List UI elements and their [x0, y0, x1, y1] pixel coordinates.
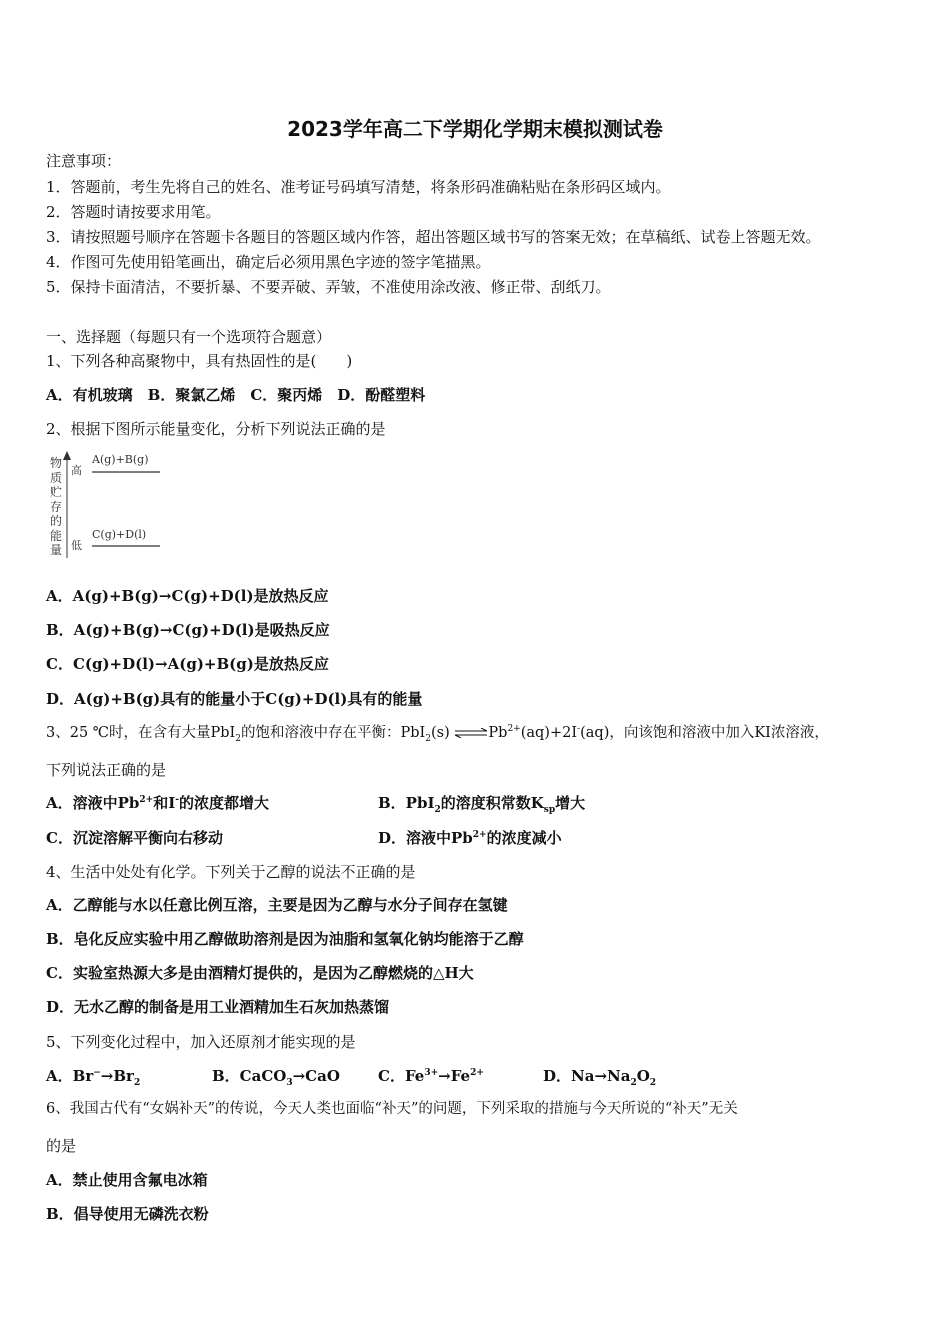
q5-option-d — [543, 1066, 656, 1086]
q1-options: A．有机玻璃 B．聚氯乙烯 C．聚丙烯 D．酚醛塑料 — [46, 386, 426, 404]
notice-item-2: 2．答题时请按要求用笔。 — [46, 203, 221, 221]
q2-stem: 2、根据下图所示能量变化，分析下列说法正确的是 — [46, 420, 386, 438]
q3-stem-part: (s) — [431, 725, 450, 741]
notice-item-1: 1．答题前，考生先将自己的姓名、准考证号码填写清楚，将条形码准确粘贴在条形码区域内。 — [46, 178, 671, 196]
q3-stem — [46, 723, 829, 743]
q3-stem-part: (aq)，向该饱和溶液中加入KI浓溶液， — [580, 725, 829, 741]
q4-option-a: A．乙醇能与水以任意比例互溶，主要是因为乙醇与水分子间存在氢键 — [46, 896, 508, 914]
q5-b-part: →CaO — [292, 1067, 340, 1085]
q5-option-c — [378, 1066, 484, 1086]
q3-stem-part: (aq)+2I — [520, 725, 578, 741]
q3-sub: 2 — [425, 733, 432, 744]
energy-axis-label: 物质贮存的能量 — [50, 456, 63, 557]
q5-d-sub: 2 — [630, 1078, 637, 1088]
q3-b-sub: 2 — [434, 805, 441, 815]
top-energy-level: A(g)+B(g) — [92, 453, 149, 466]
q3-stem-line2: 下列说法正确的是 — [46, 761, 167, 779]
q3-d-part: 的浓度减小 — [486, 829, 562, 847]
q2-option-d: D．A(g)+B(g)具有的能量小于C(g)+D(l)具有的能量 — [46, 690, 423, 708]
q5-d-part: D．Na→Na — [543, 1067, 631, 1085]
q3-b-part: B．PbI — [378, 794, 435, 812]
q3-a-part: 的浓度都增大 — [179, 794, 270, 812]
q3-a-part: A．溶液中Pb — [46, 794, 140, 812]
q3-a-part: 和I — [153, 794, 176, 812]
q6-option-a: A．禁止使用含氟电冰箱 — [46, 1171, 208, 1189]
q5-c-sup: 2+ — [470, 1068, 484, 1078]
q3-b-sub: sp — [543, 805, 556, 815]
q6-stem-line2: 的是 — [46, 1137, 77, 1155]
q4-stem: 4、生活中处处有化学。下列关于乙醇的说法不正确的是 — [46, 863, 416, 881]
notice-item-4: 4．作图可先使用铅笔画出，确定后必须用黑色字迹的签字笔描黑。 — [46, 253, 491, 271]
q5-a-part: A．Br — [46, 1067, 94, 1085]
notice-item-3: 3．请按照题号顺序在答题卡各题目的答题区域内作答，超出答题区域书写的答案无效；在草稿纸、试卷上答题无效。 — [46, 228, 821, 246]
q4-option-d: D．无水乙醇的制备是用工业酒精加生石灰加热蒸馏 — [46, 998, 390, 1016]
q5-a-part: →Br — [100, 1067, 134, 1085]
q3-option-c: C．沉淀溶解平衡向右移动 — [46, 829, 223, 847]
q5-c-part: C．Fe — [378, 1067, 425, 1085]
q3-sub: 2 — [235, 733, 242, 744]
q5-d-sub: 2 — [649, 1078, 657, 1088]
q5-option-a — [46, 1066, 140, 1086]
q4-option-b: B．皂化反应实验中用乙醇做助溶剂是因为油脂和氢氧化钠均能溶于乙醇 — [46, 930, 524, 948]
q6-stem-line1: 6、我国古代有“女娲补天”的传说，今天人类也面临“补天”的问题，下列采取的措施与今天所说的“补天”无关 — [46, 1101, 738, 1117]
q3-stem-part: 3、25 ℃时，在含有大量PbI — [46, 725, 236, 741]
q5-stem: 5、下列变化过程中，加入还原剂才能实现的是 — [46, 1033, 356, 1051]
q3-option-a — [46, 793, 269, 813]
q3-sup: - — [577, 724, 581, 735]
notice-item-5: 5．保持卡面清洁，不要折暴、不要弄破、弄皱，不准使用涂改液、修正带、刮纸刀。 — [46, 278, 611, 296]
q5-b-sub: 3 — [286, 1078, 293, 1088]
q2-option-c: C．C(g)+D(l)→A(g)+B(g)是放热反应 — [46, 655, 329, 673]
q3-sup: 2+ — [507, 724, 521, 735]
energy-high-label: 高 — [71, 464, 82, 477]
q3-a-sup: - — [175, 795, 179, 805]
q1-stem: 1、下列各种高聚物中，具有热固性的是( ) — [46, 352, 353, 370]
q5-d-part: O — [636, 1067, 650, 1085]
bottom-energy-level: C(g)+D(l) — [92, 528, 147, 541]
q2-option-a: A．A(g)+B(g)→C(g)+D(l)是放热反应 — [46, 587, 329, 605]
q5-c-sup: 3+ — [424, 1068, 439, 1078]
q3-option-d — [378, 828, 562, 848]
equilibrium-arrow-icon — [454, 728, 488, 738]
q5-option-b — [212, 1066, 340, 1086]
q3-stem-part: 的饱和溶液中存在平衡：PbI — [241, 725, 426, 741]
page-title: 2023学年高二下学期化学期末模拟测试卷 — [287, 117, 663, 141]
section-heading: 一、选择题（每题只有一个选项符合题意） — [46, 328, 332, 346]
q3-d-sup: 2+ — [472, 830, 487, 840]
q6-option-b: B．倡导使用无磷洗衣粉 — [46, 1205, 209, 1223]
q5-a-sup: − — [93, 1068, 101, 1078]
q5-a-sub: 2 — [133, 1078, 141, 1088]
notice-heading: 注意事项： — [46, 152, 122, 170]
q3-stem-part: Pb — [488, 725, 508, 741]
q3-option-b — [378, 793, 585, 813]
q3-b-part: 增大 — [555, 794, 586, 812]
q5-b-part: B．CaCO — [212, 1067, 287, 1085]
energy-low-label: 低 — [71, 539, 82, 552]
q3-b-part: 的溶度积常数K — [440, 794, 544, 812]
q3-d-part: D．溶液中Pb — [378, 829, 473, 847]
energy-diagram — [46, 448, 176, 563]
q5-c-part: →Fe — [438, 1067, 471, 1085]
q2-option-b: B．A(g)+B(g)→C(g)+D(l)是吸热反应 — [46, 621, 330, 639]
q3-a-sup: 2+ — [139, 795, 154, 805]
q4-option-c: C．实验室热源大多是由酒精灯提供的，是因为乙醇燃烧的△H大 — [46, 964, 474, 982]
